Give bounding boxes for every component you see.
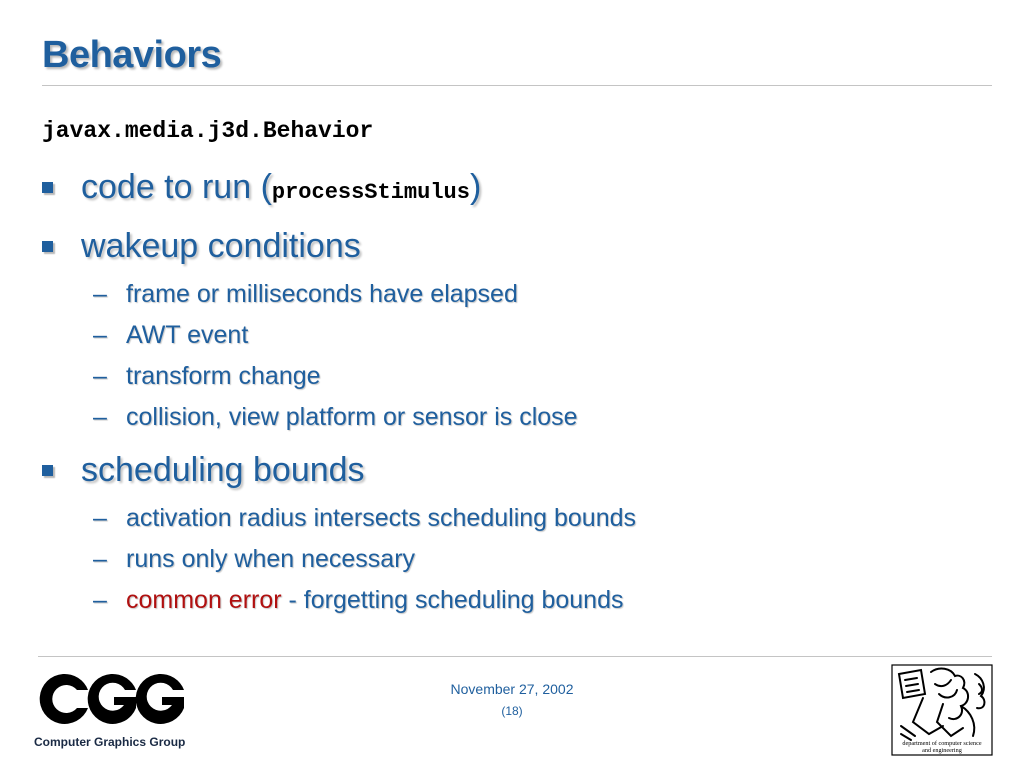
cgg-logo-icon: [36, 670, 186, 733]
sub-item-text: runs only when necessary: [126, 545, 416, 573]
bullet-square-icon: [42, 465, 53, 476]
footer-divider: [38, 656, 992, 657]
bullet-square-icon: [42, 182, 53, 193]
dash-marker: –: [93, 545, 107, 573]
dept-line-2: and engineering: [922, 747, 962, 754]
group-name: Computer Graphics Group: [34, 735, 186, 749]
dash-marker: –: [93, 280, 107, 308]
sub-item-text: - forgetting scheduling bounds: [281, 586, 624, 614]
bullet-item-code-to-run: [42, 168, 481, 207]
sub-item-text: frame or milliseconds have elapsed: [126, 280, 518, 308]
lion-crest-icon: [891, 664, 995, 763]
bullet-close-paren: ): [469, 168, 482, 206]
dash-marker: –: [93, 504, 107, 532]
sub-item: [93, 362, 321, 391]
dash-marker: –: [93, 362, 107, 390]
cgg-logo-graphic: [36, 670, 186, 728]
bullet-label: code to run (: [81, 168, 272, 206]
page-number: (18): [501, 704, 523, 718]
sub-item: [93, 504, 636, 533]
dash-marker: –: [93, 321, 107, 349]
bullet-text: [81, 168, 481, 207]
sub-item: [93, 280, 518, 309]
inline-code: processStimulus: [271, 180, 470, 205]
footer-date: November 27, 2002: [450, 681, 574, 697]
error-highlight: common error: [126, 586, 282, 614]
sub-item: [93, 545, 415, 574]
bullet-square-icon: [42, 241, 53, 252]
bullet-text: wakeup conditions: [81, 227, 361, 265]
sub-item: [93, 403, 578, 432]
bullet-item-scheduling-bounds: [42, 451, 365, 490]
sub-item-text: AWT event: [126, 321, 249, 349]
bullet-item-wakeup-conditions: [42, 227, 361, 266]
title-divider: [42, 85, 992, 86]
code-heading: javax.media.j3d.Behavior: [42, 118, 374, 144]
bullet-text: scheduling bounds: [81, 451, 365, 489]
sub-item-text: transform change: [126, 362, 321, 390]
department-crest: [891, 664, 995, 758]
dash-marker: –: [93, 586, 107, 614]
dept-line-1: department of computer science: [902, 740, 982, 747]
sub-item: [93, 321, 248, 350]
dash-marker: –: [93, 403, 107, 431]
sub-item-common-error: [93, 586, 624, 615]
sub-item-text: activation radius intersects scheduling bounds: [126, 504, 637, 532]
slide-title: Behaviors: [42, 34, 222, 76]
sub-item-text: collision, view platform or sensor is close: [126, 403, 578, 431]
